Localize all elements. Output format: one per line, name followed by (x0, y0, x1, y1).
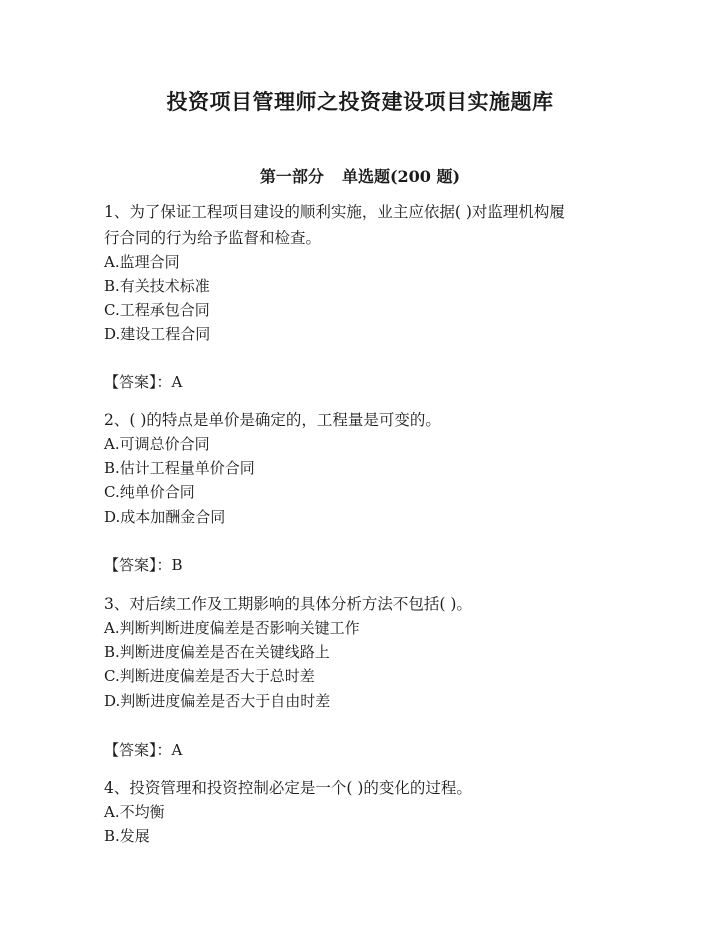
question-2-stem-line-1: 2、( )的特点是单价是确定的，工程量是可变的。 (104, 411, 441, 429)
answer-value: A (171, 373, 183, 391)
question-1-option-d: D.建设工程合同 (104, 325, 211, 343)
question-2-option-a: A.可调总价合同 (104, 435, 210, 453)
question-4-stem-line-1: 4、投资管理和投资控制必定是一个( )的变化的过程。 (104, 779, 472, 797)
section-name: 单选题(200 题) (341, 167, 461, 186)
answer-value: B (171, 556, 183, 574)
question-3-option-c: C.判断进度偏差是否大于总时差 (104, 667, 315, 685)
question-2-option-d: D.成本加酬金合同 (104, 508, 226, 526)
question-1-stem-line-2: 行合同的行为给予监督和检查。 (104, 229, 322, 247)
answer-label: 【答案】： (104, 556, 172, 574)
answer-label: 【答案】： (104, 373, 172, 391)
section-heading (0, 164, 720, 187)
answer-label: 【答案】： (104, 741, 172, 759)
document-title: 投资项目管理师之投资建设项目实施题库 (166, 89, 554, 114)
question-3-answer (104, 740, 182, 760)
question-2-option-b: B.估计工程量单价合同 (104, 459, 255, 477)
question-2-answer (104, 555, 183, 575)
answer-value: A (171, 741, 183, 759)
question-1-option-c: C.工程承包合同 (104, 301, 210, 319)
question-1-answer (104, 372, 182, 392)
question-4-option-a: A.不均衡 (104, 803, 165, 821)
question-1-stem-line-1: 1、为了保证工程项目建设的顺利实施，业主应依据( )对监理机构履 (104, 203, 565, 221)
question-1-option-b: B.有关技术标准 (104, 277, 210, 295)
section-part: 第一部分 (259, 167, 324, 186)
question-3-option-a: A.判断判断进度偏差是否影响关键工作 (104, 619, 360, 637)
question-2-option-c: C.纯单价合同 (104, 483, 195, 501)
question-4-option-b: B.发展 (104, 827, 150, 845)
question-3-stem-line-1: 3、对后续工作及工期影响的具体分析方法不包括( )。 (104, 595, 472, 613)
question-3-option-b: B.判断进度偏差是否在关键线路上 (104, 643, 330, 661)
question-3-option-d: D.判断进度偏差是否大于自由时差 (104, 692, 331, 710)
question-1-option-a: A.监理合同 (104, 253, 180, 271)
